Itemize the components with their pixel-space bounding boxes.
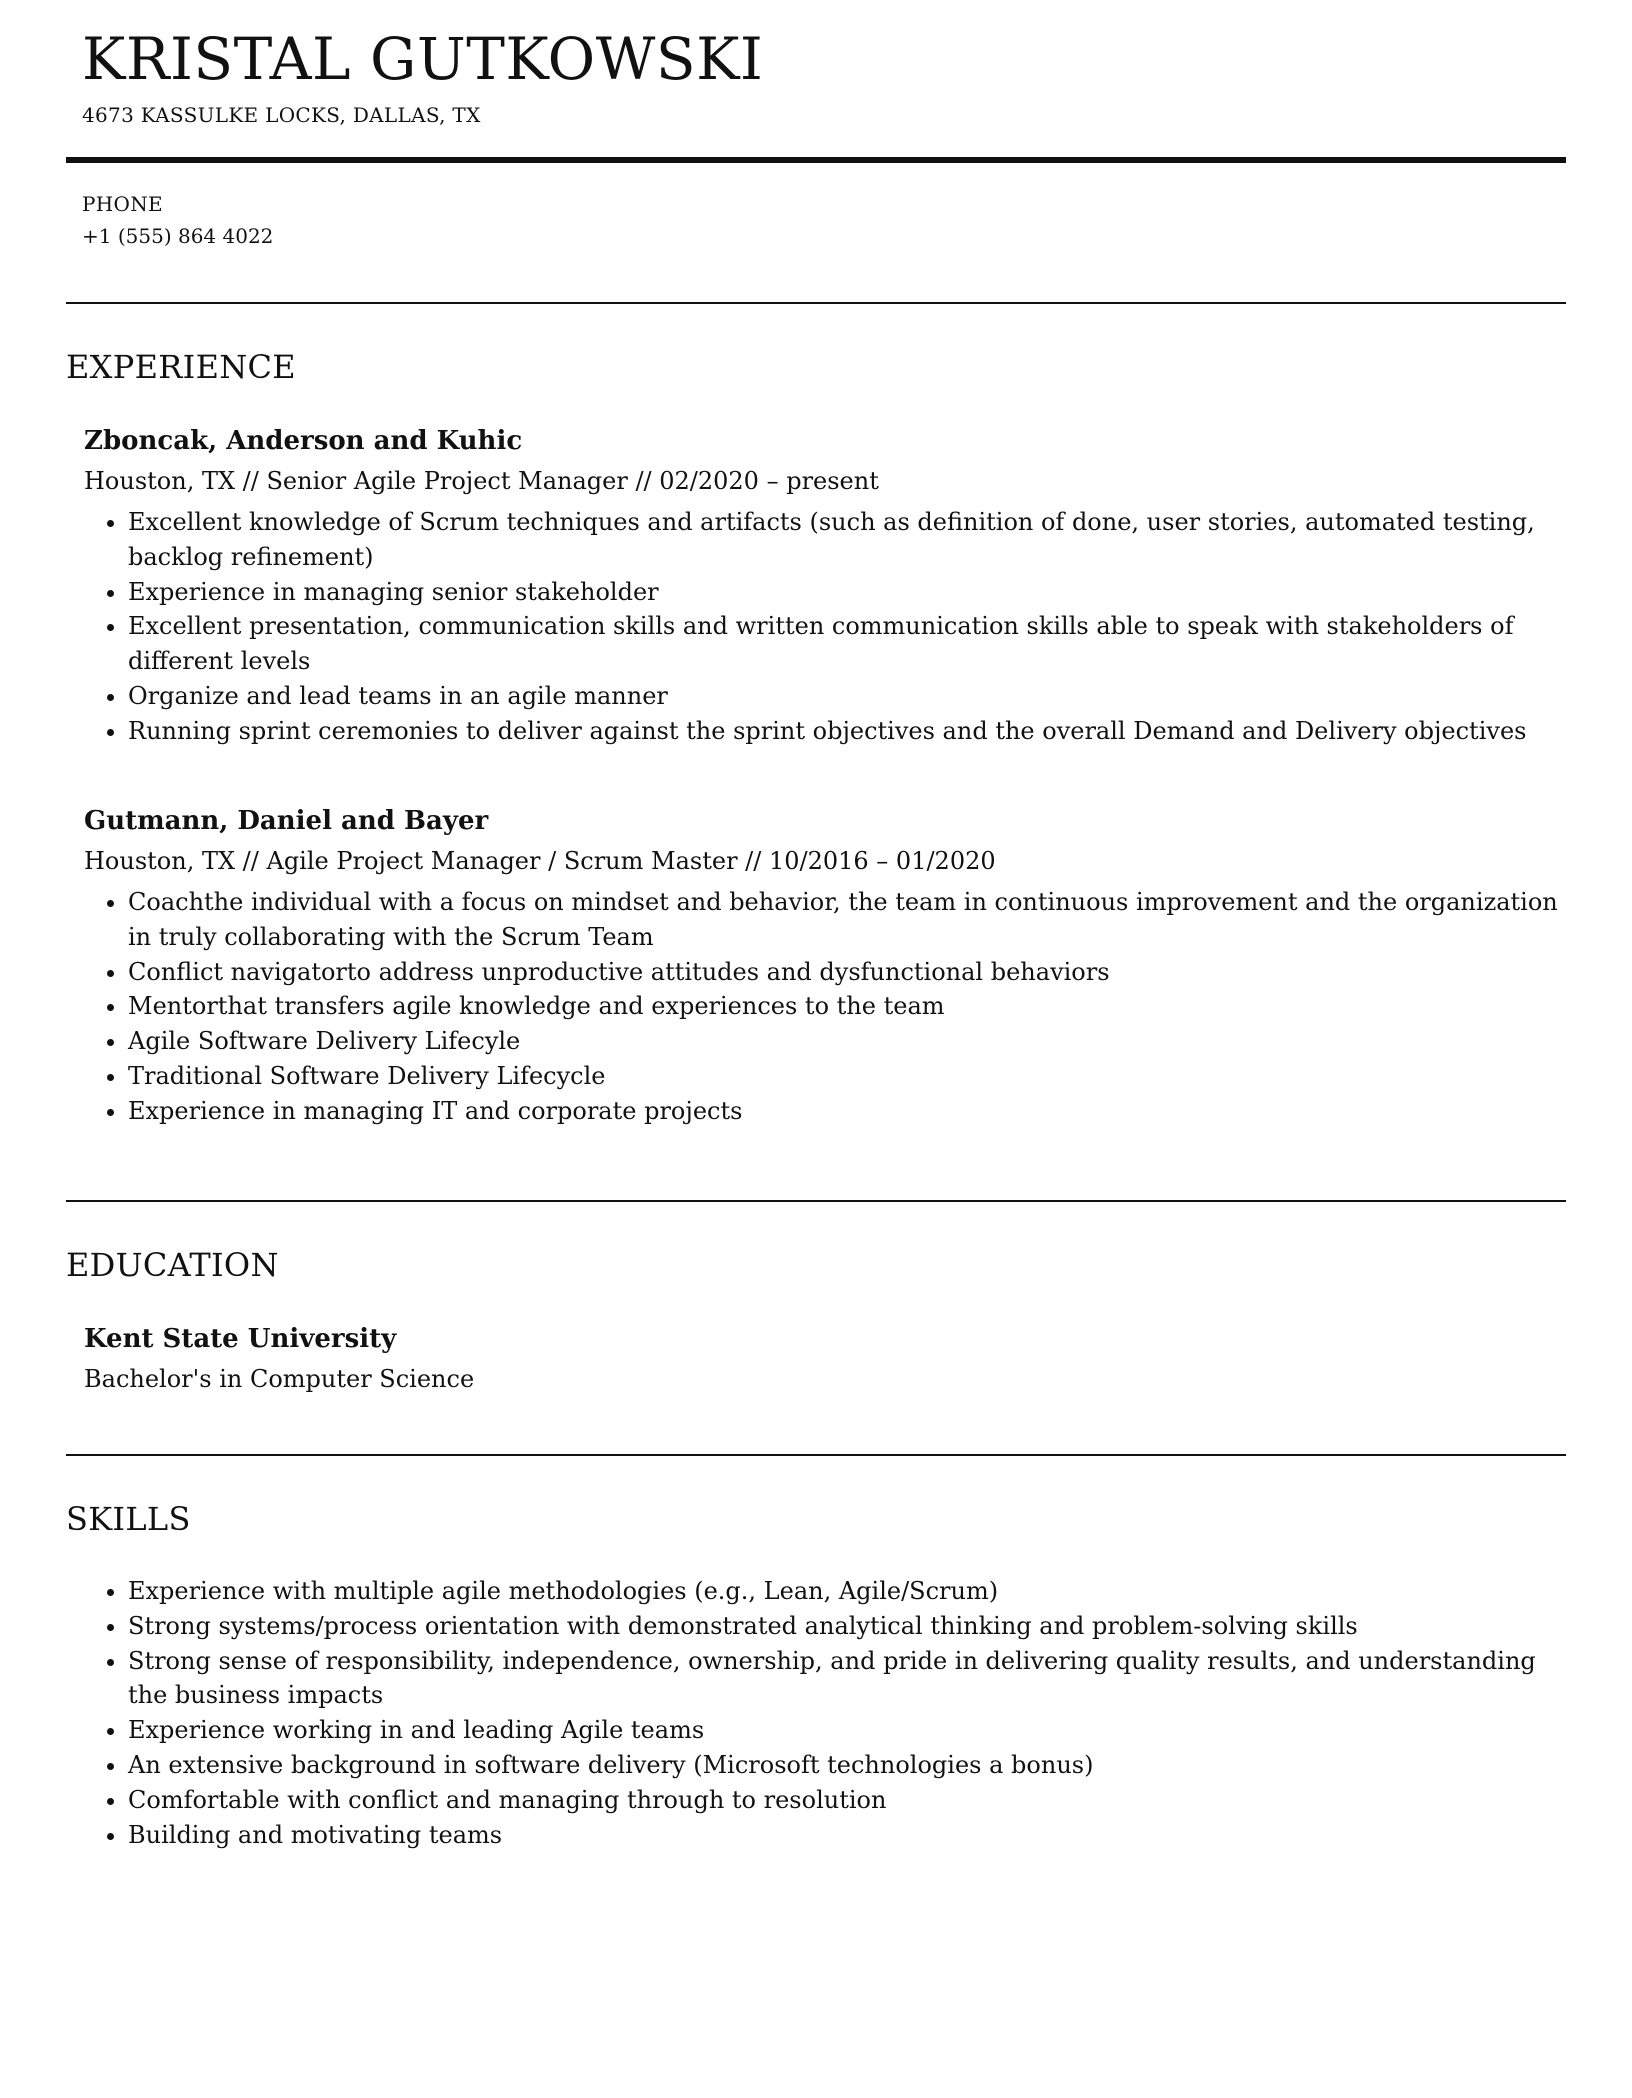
phone-label: PHONE xyxy=(82,192,163,216)
resume-header xyxy=(82,26,1562,127)
list-item: • Strong sense of responsibility, independence, ownership, and pride in delivering quality results, and understanding the business impacts xyxy=(128,1644,1574,1714)
list-item: • Experience working in and leading Agile teams xyxy=(128,1713,1574,1748)
candidate-address: 4673 KASSULKE LOCKS, DALLAS, TX xyxy=(82,102,481,127)
job-company: Gutmann, Daniel and Bayer xyxy=(84,806,489,836)
list-item: • Agile Software Delivery Lifecyle xyxy=(128,1024,1574,1059)
list-item: • Excellent presentation, communication skills and written communication skills able to speak with stakeholders of different levels xyxy=(128,609,1574,679)
list-item: • Strong systems/process orientation with demonstrated analytical thinking and problem-solving skills xyxy=(128,1609,1574,1644)
list-item: • Coachthe individual with a focus on mindset and behavior, the team in continuous improvement and the organization in truly collaborating with the Scrum Team xyxy=(128,885,1574,955)
header-divider xyxy=(66,157,1566,163)
job-meta: Houston, TX // Senior Agile Project Manager // 02/2020 – present xyxy=(84,467,879,496)
experience-divider xyxy=(66,1200,1566,1202)
list-item: • Traditional Software Delivery Lifecycle xyxy=(128,1059,1574,1094)
education-school: Kent State University xyxy=(84,1324,397,1354)
list-item: • Experience with multiple agile methodologies (e.g., Lean, Agile/Scrum) xyxy=(128,1574,1574,1609)
list-item: • Running sprint ceremonies to deliver against the sprint objectives and the overall Demand and Delivery objectives xyxy=(128,714,1574,749)
list-item: • Experience in managing IT and corporate projects xyxy=(128,1094,1574,1129)
education-heading: EDUCATION xyxy=(66,1246,279,1284)
contact-block xyxy=(82,190,273,250)
education-divider xyxy=(66,1454,1566,1456)
skills-list-block xyxy=(84,1574,1574,1852)
skills-heading: SKILLS xyxy=(66,1500,191,1538)
education-degree: Bachelor's in Computer Science xyxy=(84,1365,475,1394)
list-item: • An extensive background in software delivery (Microsoft technologies a bonus) xyxy=(128,1748,1574,1783)
job-bullets xyxy=(84,505,1574,749)
education-entry xyxy=(84,1321,1564,1397)
list-item: • Building and motivating teams xyxy=(128,1818,1574,1853)
job-meta: Houston, TX // Agile Project Manager / Scrum Master // 10/2016 – 01/2020 xyxy=(84,847,996,876)
list-item: • Comfortable with conflict and managing through to resolution xyxy=(128,1783,1574,1818)
list-item: • Experience in managing senior stakeholder xyxy=(128,575,1574,610)
list-item: • Conflict navigatorto address unproductive attitudes and dysfunctional behaviors xyxy=(128,955,1574,990)
job-bullets xyxy=(84,885,1574,1129)
job-entry xyxy=(84,803,1574,1129)
contact-divider xyxy=(66,302,1566,304)
job-entry xyxy=(84,423,1574,749)
list-item: • Organize and lead teams in an agile manner xyxy=(128,679,1574,714)
skills-list xyxy=(84,1574,1574,1852)
experience-heading: EXPERIENCE xyxy=(66,348,296,386)
list-item: • Excellent knowledge of Scrum techniques and artifacts (such as definition of done, user stories, automated testing, backlog refinement) xyxy=(128,505,1574,575)
phone-value: +1 (555) 864 4022 xyxy=(82,224,274,248)
candidate-name: KRISTAL GUTKOWSKI xyxy=(82,25,764,93)
job-company: Zboncak, Anderson and Kuhic xyxy=(84,426,523,456)
list-item: • Mentorthat transfers agile knowledge and experiences to the team xyxy=(128,989,1574,1024)
